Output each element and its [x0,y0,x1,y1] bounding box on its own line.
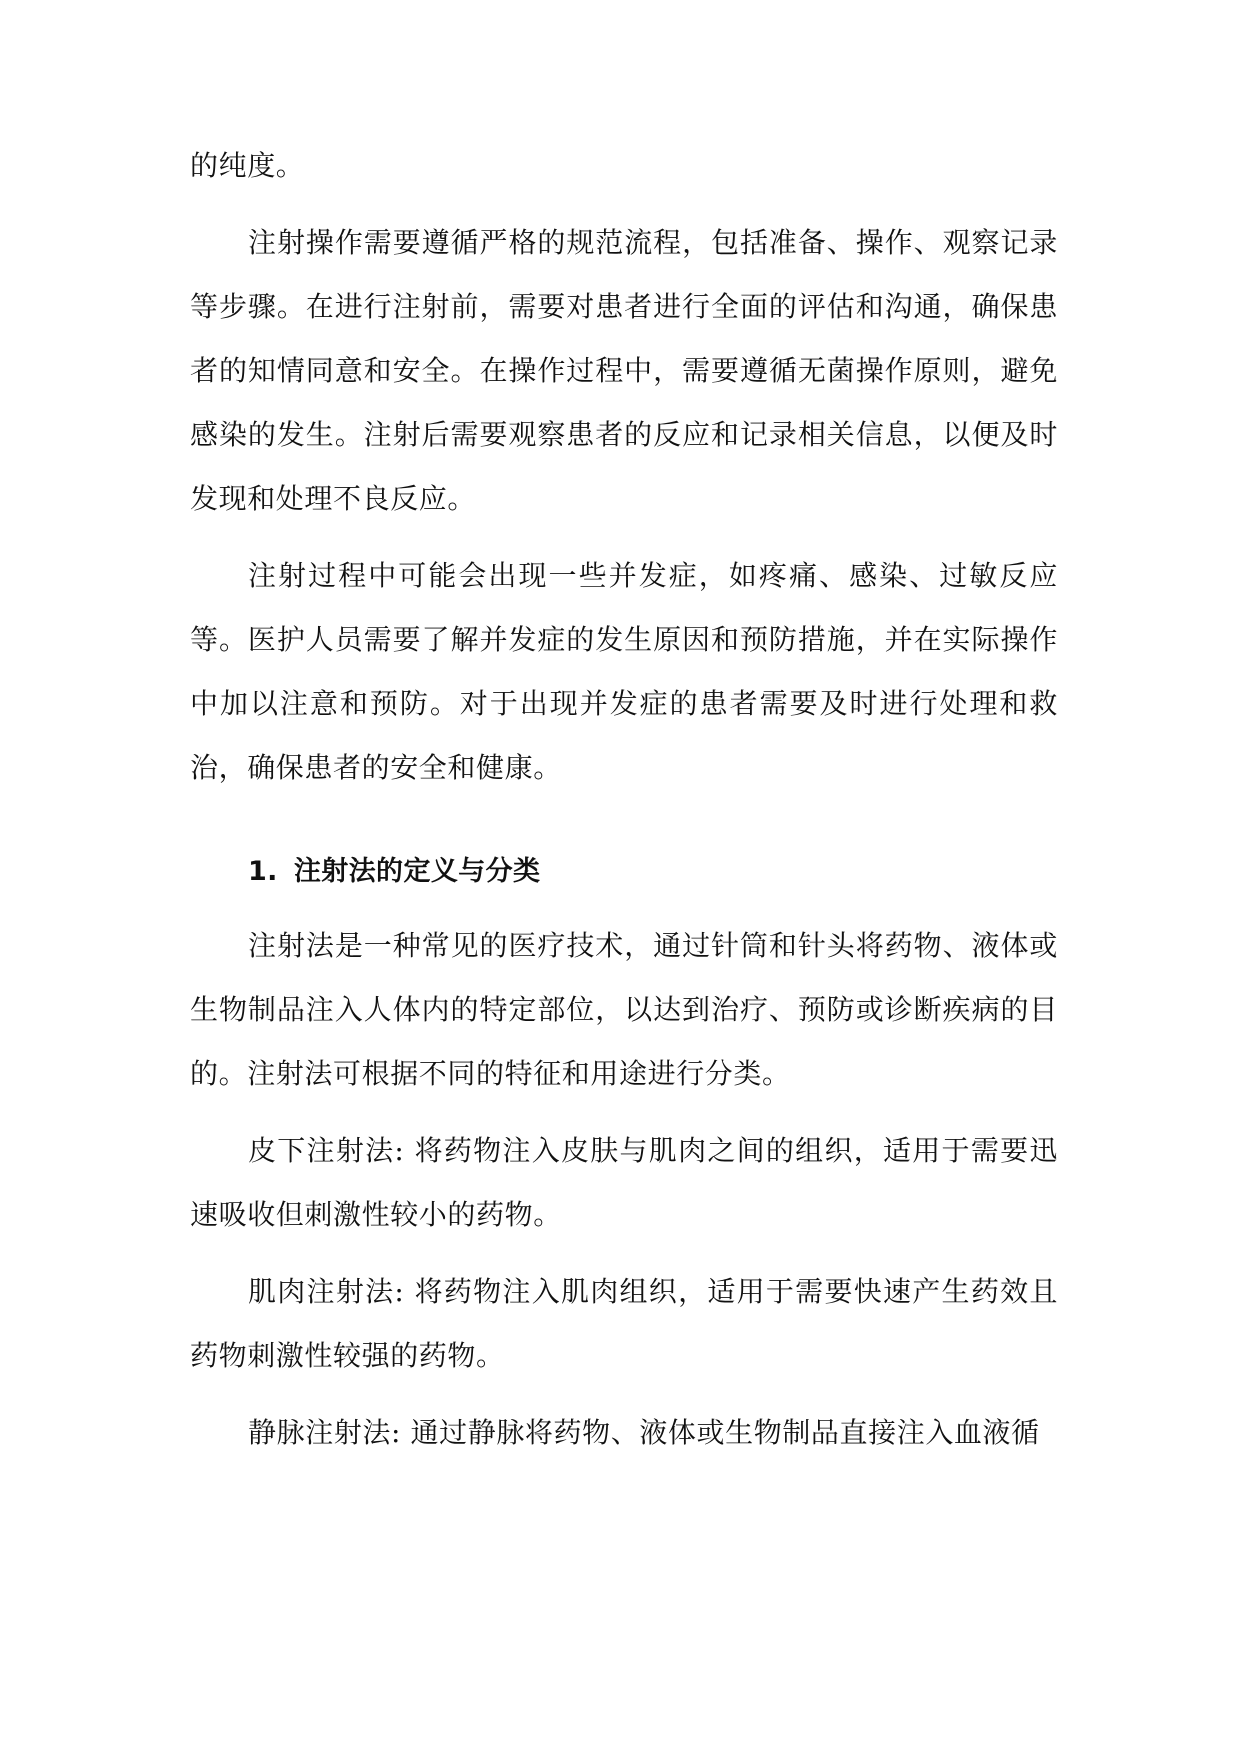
section-heading [190,840,1058,904]
document-body [190,134,1058,1478]
paragraph-subcutaneous: 皮下注射法: 将药物注入皮肤与肌肉之间的组织，适用于需要迅速吸收但刺激性较小的药物。 [190,1134,1058,1231]
paragraph-continuation: 的纯度。 [190,149,305,182]
section-number: 1. [248,856,278,887]
paragraph-definition: 注射法是一种常见的医疗技术，通过针筒和针头将药物、液体或生物制品注入人体内的特定部位，以达到治疗、预防或诊断疾病的目的。注射法可根据不同的特征和用途进行分类。 [190,929,1058,1090]
paragraph-complications: 注射过程中可能会出现一些并发症，如疼痛、感染、过敏反应等。医护人员需要了解并发症的发生原因和预防措施，并在实际操作中加以注意和预防。对于出现并发症的患者需要及时进行处理和救治，确保患者的安全和健康。 [190,559,1058,784]
paragraph-injection-procedure: 注射操作需要遵循严格的规范流程，包括准备、操作、观察记录等步骤。在进行注射前，需要对患者进行全面的评估和沟通，确保患者的知情同意和安全。在操作过程中，需要遵循无菌操作原则，避免感染的发生。注射后需要观察患者的反应和记录相关信息，以便及时发现和处理不良反应。 [190,226,1058,515]
paragraph-intravenous: 静脉注射法: 通过静脉将药物、液体或生物制品直接注入血液循 [248,1416,1040,1449]
section-title: 注射法的定义与分类 [293,856,541,887]
paragraph-intramuscular: 肌肉注射法: 将药物注入肌肉组织，适用于需要快速产生药效且药物刺激性较强的药物。 [190,1275,1058,1372]
